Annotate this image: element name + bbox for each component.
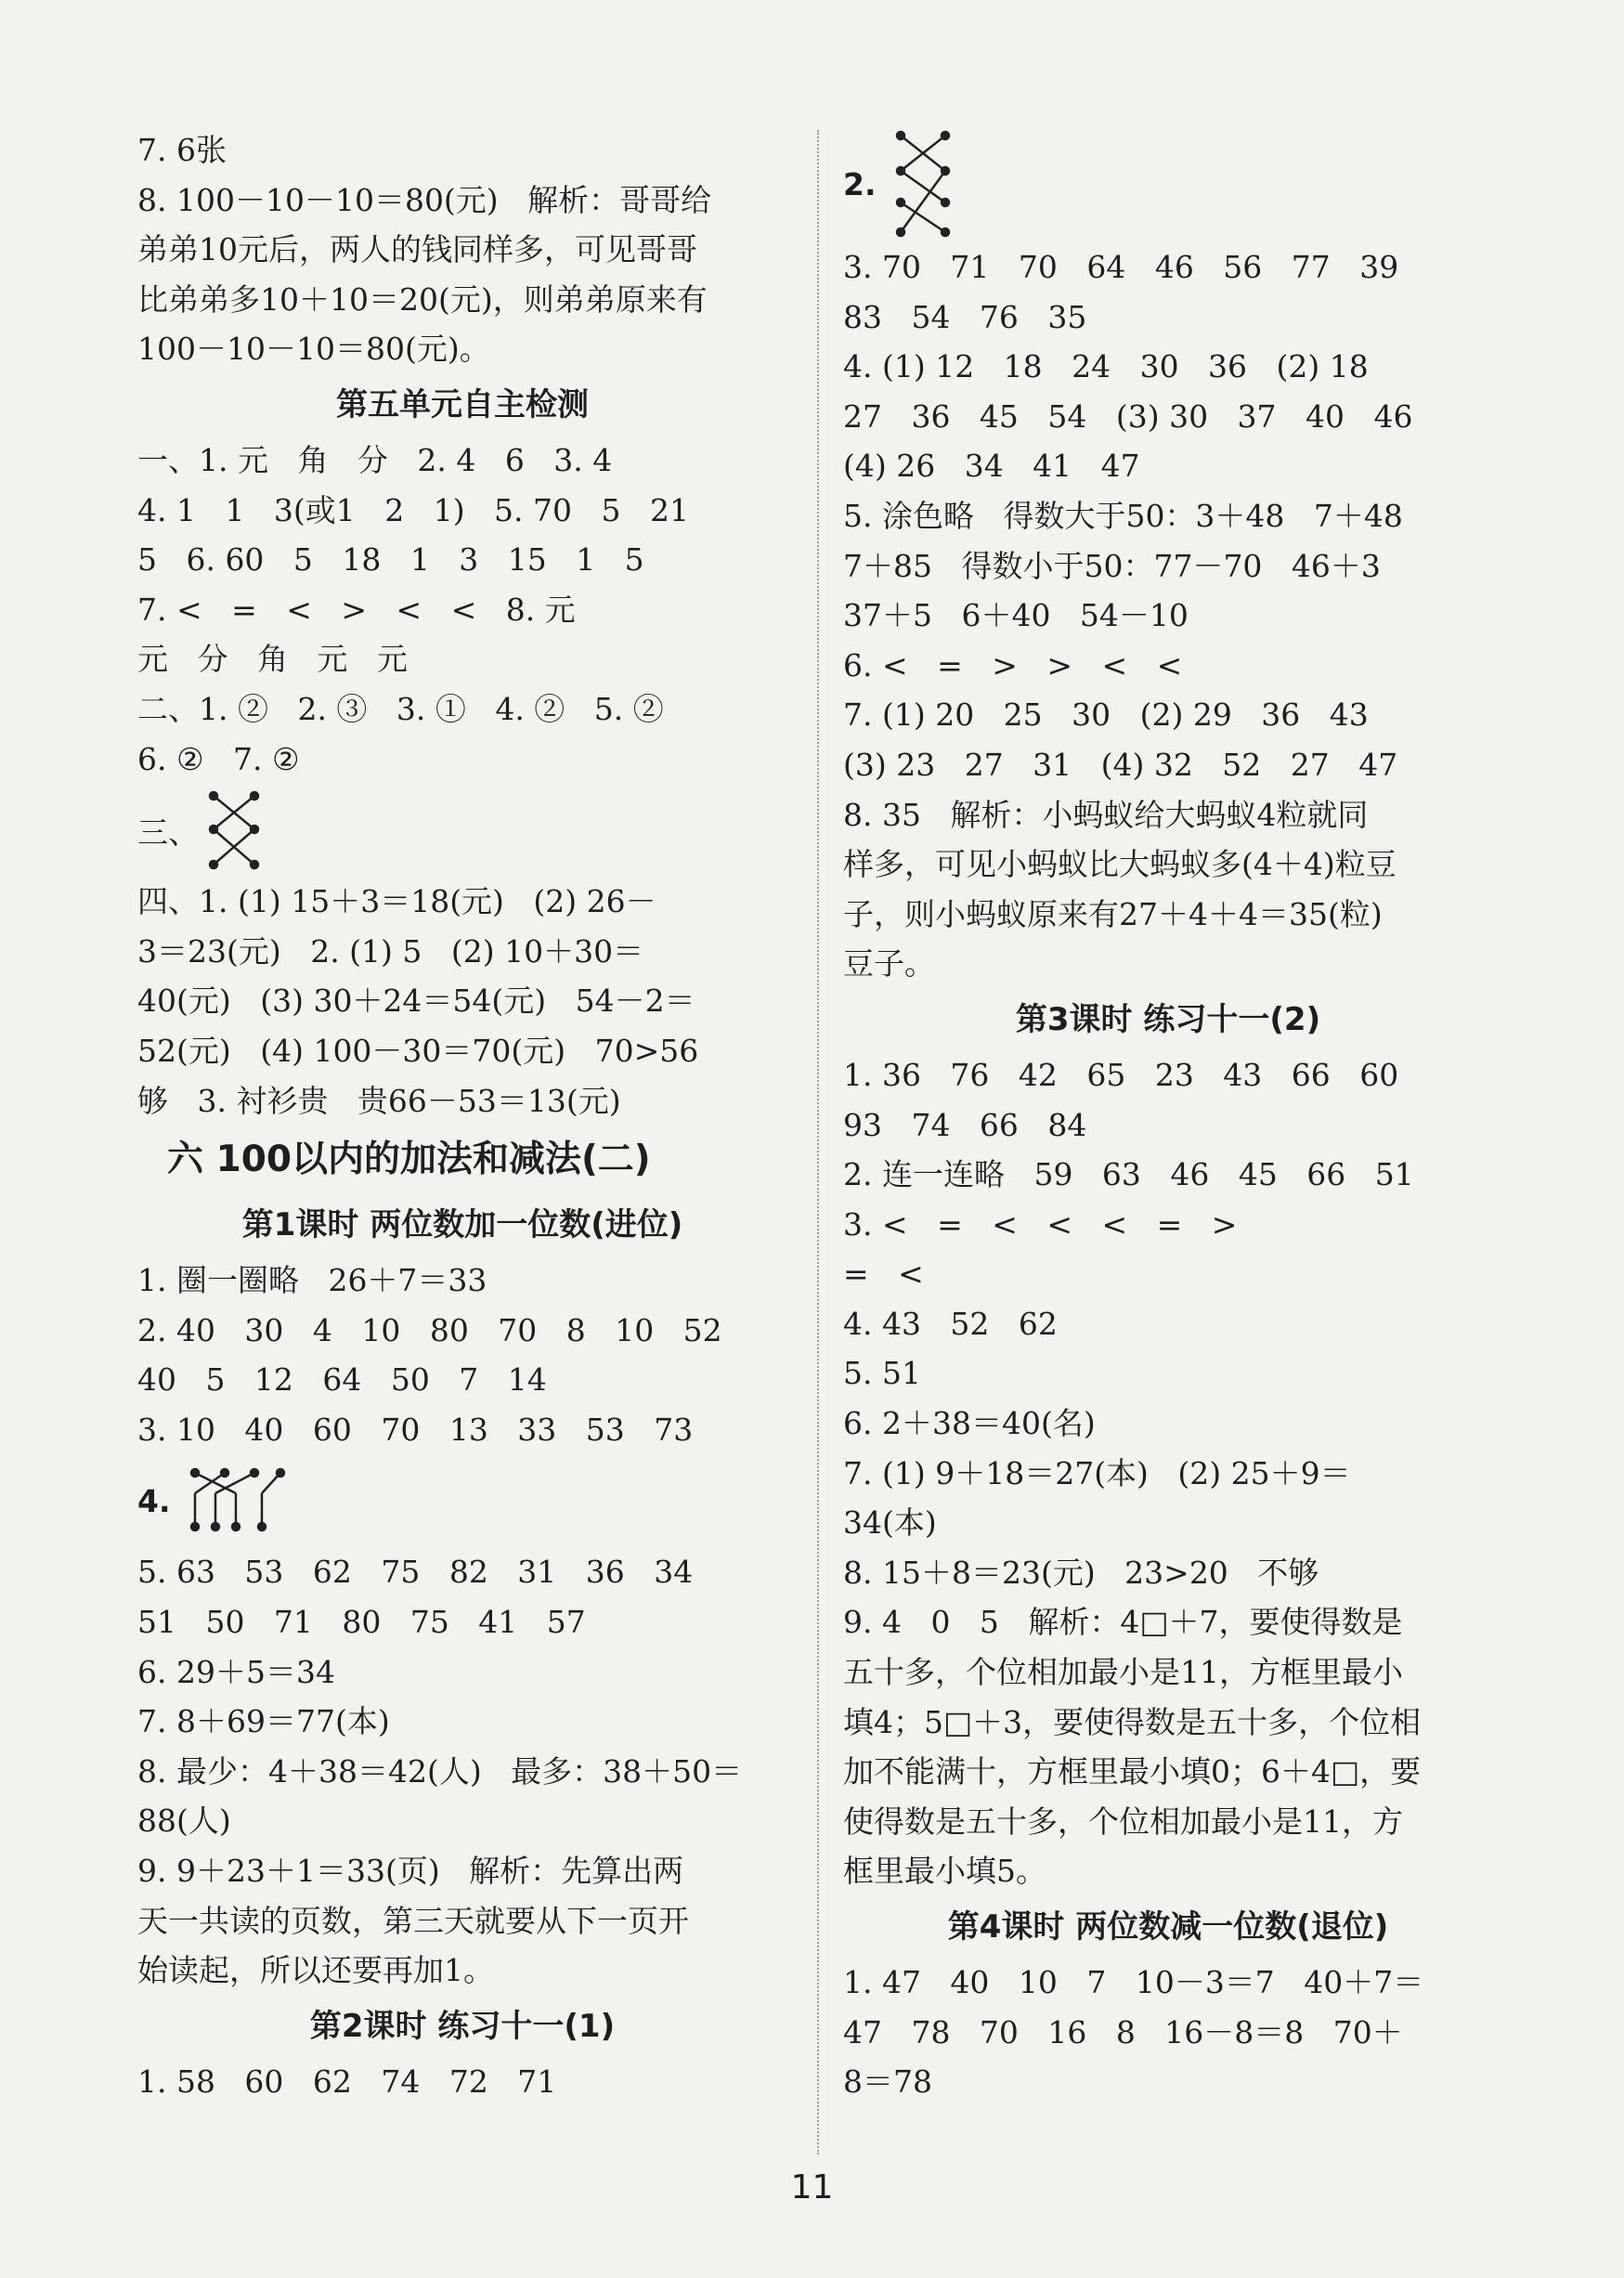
answer-line: 7. 6张 — [137, 132, 227, 168]
answer-line: 7. (1) 20 25 30 (2) 29 36 43 — [843, 696, 1369, 734]
answer-line: 47 78 70 16 8 16－8＝8 70＋ — [843, 2013, 1403, 2050]
answer-line: 二、1. ② 2. ③ 3. ① 4. ② 5. ② — [137, 690, 664, 727]
answer-line: 7. (1) 9＋18＝27(本) (2) 25＋9＝ — [843, 1454, 1351, 1491]
answer-line: 样多，可见小蚂蚁比大蚂蚁多(4＋4)粒豆 — [843, 846, 1397, 883]
answer-line: 8. 15＋8＝23(元) 23>20 不够 — [843, 1554, 1319, 1591]
answer-line: 加不能满十，方框里最小填0；6＋4□，要 — [843, 1753, 1422, 1790]
answer-line: 5. 涂色略 得数大于50：3＋48 7＋48 — [843, 497, 1403, 534]
answer-line: 100－10－10＝80(元)。 — [137, 331, 490, 368]
answer-line: 83 54 76 35 — [843, 298, 1087, 335]
answer-line: 8. 100－10－10＝80(元) 解析：哥哥给 — [137, 181, 712, 218]
answer-line: 4. (1) 12 18 24 30 36 (2) 18 — [843, 348, 1369, 385]
matching-figure-row — [843, 125, 1493, 242]
answer-line: 四、1. (1) 15＋3＝18(元) (2) 26－ — [137, 883, 656, 920]
answer-line: 6. < = > > < < — [843, 646, 1183, 683]
answer-line: 1. 圈一圈略 26＋7＝33 — [137, 1262, 487, 1299]
answer-line: 五十多，个位相加最小是11，方框里最小 — [843, 1654, 1403, 1691]
answer-line: 6. ② 7. ② — [137, 740, 300, 777]
answer-line: 40(元) (3) 30＋24＝54(元) 54－2＝ — [137, 983, 695, 1020]
answer-line: 27 36 45 54 (3) 30 37 40 46 — [843, 397, 1413, 435]
answer-line: 够 3. 衬衫贵 贵66－53＝13(元) — [137, 1082, 621, 1119]
answer-line: 比弟弟多10＋10＝20(元)，则弟弟原来有 — [137, 280, 708, 318]
left-column — [137, 125, 787, 2106]
figure-label: 2. — [843, 165, 877, 202]
answer-line: 9. 9＋23＋1＝33(页) 解析：先算出两 — [137, 1853, 684, 1890]
answer-line: 一、1. 元 角 分 2. 4 6 3. 4 — [137, 441, 613, 478]
answer-line: 弟弟10元后，两人的钱同样多，可见哥哥 — [137, 231, 697, 268]
page-number: 11 — [790, 2168, 834, 2206]
answer-line: 8＝78 — [843, 2063, 932, 2101]
answer-line: 7＋85 得数小于50：77－70 46＋3 — [843, 547, 1381, 584]
answer-line: = < — [843, 1256, 924, 1293]
chapter-heading: 六 100以内的加法和减法(二) — [167, 1139, 651, 1181]
lesson-heading: 第4课时 两位数减一位数(退位) — [947, 1908, 1389, 1946]
answer-line: (3) 23 27 31 (4) 32 52 27 47 — [843, 746, 1398, 783]
answer-line: 3. 10 40 60 70 13 33 53 73 — [137, 1411, 694, 1448]
answer-line: 4. 1 1 3(或1 2 1) 5. 70 5 21 — [137, 491, 689, 528]
answer-line: 51 50 71 80 75 41 57 — [137, 1604, 586, 1641]
answer-line: 元 分 角 元 元 — [137, 641, 408, 678]
answer-line: 3. 70 71 70 64 46 56 77 39 — [843, 249, 1399, 285]
answer-line: 1. 47 40 10 7 10－3＝7 40＋7＝ — [843, 1964, 1424, 2000]
answer-line: 3. < = < < < = > — [843, 1205, 1238, 1243]
answer-line: 7. 8＋69＝77(本) — [137, 1703, 390, 1740]
answer-line: 5. 63 53 62 75 82 31 36 34 — [137, 1554, 694, 1591]
cross-lines-figure — [206, 788, 262, 872]
answer-line: 3＝23(元) 2. (1) 5 (2) 10＋30＝ — [137, 932, 644, 970]
answer-line: 始读起，所以还要再加1。 — [137, 1952, 494, 1989]
answer-line: 框里最小填5。 — [843, 1853, 1046, 1890]
answer-line: 1. 36 76 42 65 23 43 66 60 — [843, 1056, 1399, 1093]
lesson-heading: 第1课时 两位数加一位数(进位) — [241, 1206, 683, 1244]
answer-line: 5. 51 — [843, 1355, 921, 1392]
answer-line: 34(本) — [843, 1504, 937, 1542]
figure-label: 4. — [137, 1482, 171, 1519]
answer-line: 6. 2＋38＝40(名) — [843, 1405, 1096, 1442]
answer-line: 7. < = < > < < 8. 元 — [137, 591, 576, 628]
answer-line: 使得数是五十多，个位相加最小是11，方 — [843, 1803, 1403, 1840]
answer-line: 37＋5 6＋40 54－10 — [843, 597, 1189, 634]
column-divider — [817, 130, 819, 2154]
matching-figure-row — [137, 1454, 787, 1547]
answer-line: 93 74 66 84 — [843, 1106, 1087, 1143]
link-lines-figure — [188, 1464, 290, 1538]
section-heading: 第五单元自主检测 — [336, 385, 589, 423]
cross-lines-figure — [893, 128, 955, 240]
answer-line: 豆子。 — [843, 945, 935, 983]
answer-line: (4) 26 34 41 47 — [843, 448, 1140, 485]
answer-line: 8. 35 解析：小蚂蚁给大蚂蚁4粒就同 — [843, 796, 1369, 833]
answer-line: 天一共读的页数，第三天就要从下一页开 — [137, 1902, 689, 1939]
answer-line: 1. 58 60 62 74 72 71 — [137, 2063, 557, 2100]
matching-figure-row — [137, 784, 787, 877]
answer-line: 52(元) (4) 100－30＝70(元) 70>56 — [137, 1032, 699, 1069]
answer-line: 8. 最少：4＋38＝42(人) 最多：38＋50＝ — [137, 1752, 743, 1790]
answer-line: 9. 4 0 5 解析：4□＋7，要使得数是 — [843, 1604, 1403, 1641]
answer-line: 5 6. 60 5 18 1 3 15 1 5 — [137, 541, 644, 579]
answer-line: 2. 连一连略 59 63 46 45 66 51 — [843, 1156, 1414, 1193]
answer-line: 子，则小蚂蚁原来有27＋4＋4＝35(粒) — [843, 895, 1383, 932]
answer-line: 4. 43 52 62 — [843, 1305, 1058, 1342]
right-column — [843, 125, 1493, 2107]
lesson-heading: 第3课时 练习十一(2) — [1015, 1000, 1321, 1038]
answer-line: 88(人) — [137, 1803, 231, 1840]
answer-line: 2. 40 30 4 10 80 70 8 10 52 — [137, 1311, 722, 1348]
answer-line: 40 5 12 64 50 7 14 — [137, 1361, 547, 1399]
figure-label: 三、 — [137, 814, 199, 851]
lesson-heading: 第2课时 练习十一(1) — [309, 2007, 616, 2045]
answer-line: 6. 29＋5＝34 — [137, 1653, 335, 1690]
answer-line: 填4；5□＋3，要使得数是五十多，个位相 — [843, 1703, 1422, 1740]
